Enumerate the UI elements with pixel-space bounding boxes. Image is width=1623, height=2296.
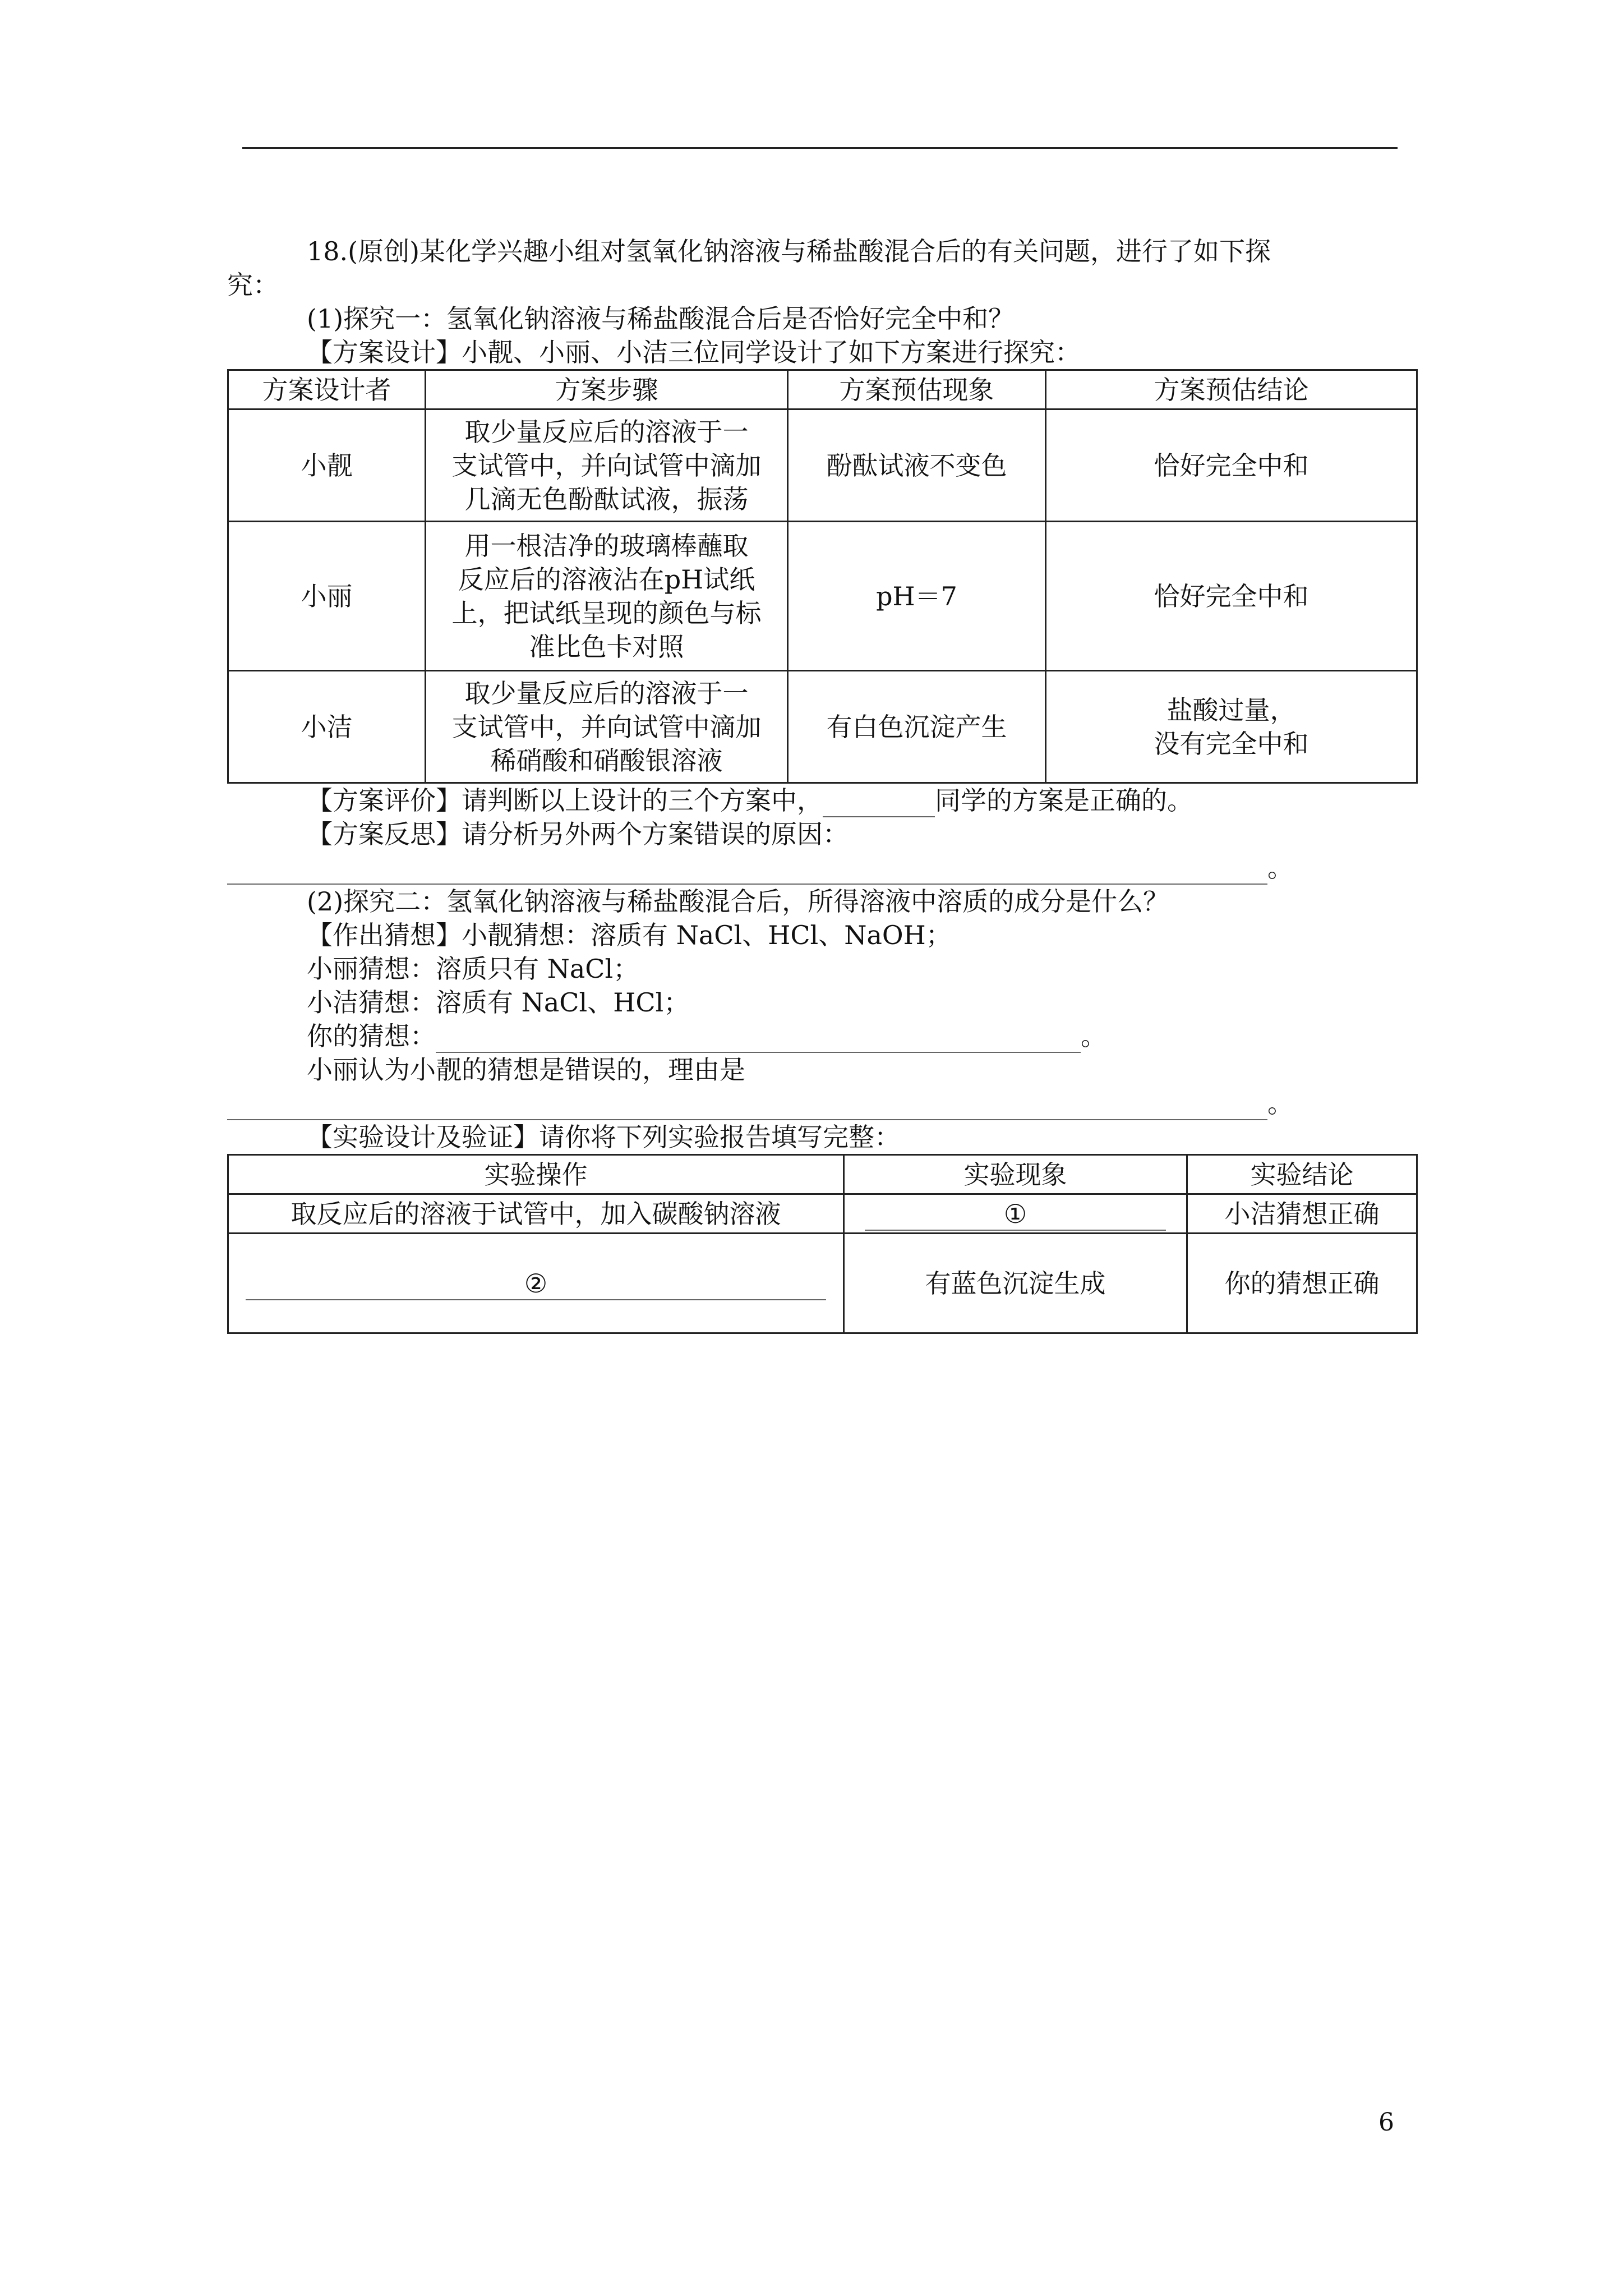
phenomenon-cell: 有白色沉淀产生 — [788, 671, 1046, 783]
conclusion-line: 没有完全中和 — [1154, 728, 1309, 759]
your-guess-blank[interactable] — [436, 1023, 1081, 1053]
conclusion-cell — [1046, 522, 1417, 671]
step-line: 支试管中，并向试管中滴加 — [451, 450, 762, 481]
operation-answer-cell — [228, 1234, 844, 1333]
conclusion-cell: 你的猜想正确 — [1187, 1234, 1417, 1333]
conclusion-line: 恰好完全中和 — [1154, 450, 1309, 481]
reason-answer-line — [227, 1087, 1416, 1120]
part1-title: (1)探究一：氢氧化钠溶液与稀盐酸混合后是否恰好完全中和？ — [307, 303, 1015, 334]
plan-row-xiaojie — [228, 671, 1417, 783]
step-line: 反应后的溶液沾在pH试纸 — [458, 564, 755, 595]
experiment-row-1 — [228, 1194, 1417, 1234]
step-line: 取少量反应后的溶液于一 — [464, 678, 749, 708]
your-guess-label: 你的猜想： — [307, 1021, 436, 1051]
header-rule — [242, 147, 1398, 149]
step-line: 取少量反应后的溶液于一 — [464, 416, 749, 447]
steps-cell — [426, 522, 788, 671]
reason-answer-blank[interactable] — [227, 1090, 1267, 1120]
page-number: 6 — [1378, 2108, 1394, 2137]
plan-table-header — [228, 370, 1417, 409]
your-guess-line — [227, 1019, 1416, 1053]
phenomenon-cell: 酚酞试液不变色 — [788, 409, 1046, 522]
operation-cell: 取反应后的溶液于试管中，加入碳酸钠溶液 — [228, 1194, 844, 1234]
step-line: 上，把试纸呈现的颜色与标 — [451, 597, 762, 628]
phenomenon-answer-cell — [844, 1194, 1187, 1234]
phenomenon-cell: pH＝7 — [788, 522, 1046, 671]
plan-table — [227, 369, 1418, 784]
phenomenon-blank-1[interactable]: ① — [865, 1198, 1166, 1231]
verify-intro: 【实验设计及验证】请你将下列实验报告填写完整： — [307, 1122, 900, 1152]
step-line: 稀硝酸和硝酸银溶液 — [490, 745, 723, 776]
header-steps: 方案步骤 — [426, 370, 788, 409]
guess-xiaoli: 小丽猜想：溶质只有 NaCl； — [307, 954, 639, 984]
evaluation-prefix: 【方案评价】请判断以上设计的三个方案中， — [307, 785, 823, 816]
conclusion-line: 盐酸过量， — [1166, 694, 1296, 725]
header-exp-conclusion: 实验结论 — [1187, 1155, 1417, 1194]
guess-xiaojing: 【作出猜想】小靓猜想：溶质有 NaCl、HCl、NaOH； — [307, 920, 952, 950]
part2-title: (2)探究二：氢氧化钠溶液与稀盐酸混合后，所得溶液中溶质的成分是什么？ — [307, 886, 1169, 917]
reflection-answer-line — [227, 851, 1416, 885]
experiment-row-2 — [228, 1234, 1417, 1333]
reflection-line: 【方案反思】请分析另外两个方案错误的原因： — [307, 819, 849, 849]
conclusion-cell — [1046, 409, 1417, 522]
experiment-table-header — [228, 1155, 1417, 1194]
step-line: 用一根洁净的玻璃棒蘸取 — [464, 530, 749, 561]
header-operation: 实验操作 — [228, 1155, 844, 1194]
question-18 — [227, 234, 1416, 1334]
evaluation-suffix: 同学的方案是正确的。 — [935, 785, 1193, 816]
plan-row-xiaojing — [228, 409, 1417, 522]
reason-line: 小丽认为小靓的猜想是错误的，理由是 — [307, 1055, 745, 1085]
header-exp-phenomenon: 实验现象 — [844, 1155, 1187, 1194]
step-line: 准比色卡对照 — [529, 631, 684, 662]
header-conclusion: 方案预估结论 — [1046, 370, 1417, 409]
guess-xiaojie: 小洁猜想：溶质有 NaCl、HCl； — [307, 987, 690, 1018]
evaluation-line — [227, 784, 1416, 817]
phenomenon-cell: 有蓝色沉淀生成 — [844, 1234, 1187, 1333]
reason-end: 。 — [1267, 1088, 1293, 1119]
designer-cell: 小洁 — [228, 671, 426, 783]
header-phenomenon: 方案预估现象 — [788, 370, 1046, 409]
conclusion-cell — [1046, 671, 1417, 783]
design-intro: 【方案设计】小靓、小丽、小洁三位同学设计了如下方案进行探究： — [307, 337, 1081, 367]
conclusion-cell: 小洁猜想正确 — [1187, 1194, 1417, 1234]
steps-cell — [426, 671, 788, 783]
your-guess-end: 。 — [1081, 1021, 1106, 1051]
step-line: 支试管中，并向试管中滴加 — [451, 711, 762, 742]
step-line: 几滴无色酚酞试液，振荡 — [464, 484, 749, 514]
designer-cell: 小靓 — [228, 409, 426, 522]
reflection-end: 。 — [1267, 853, 1293, 883]
operation-blank-2[interactable]: ② — [246, 1268, 826, 1300]
header-designer: 方案设计者 — [228, 370, 426, 409]
conclusion-line: 恰好完全中和 — [1154, 581, 1309, 611]
reflection-answer-blank[interactable] — [227, 854, 1267, 885]
designer-cell: 小丽 — [228, 522, 426, 671]
question-intro-line2: 究： — [227, 270, 279, 300]
steps-cell — [426, 409, 788, 522]
plan-row-xiaoli — [228, 522, 1417, 671]
question-intro-line1: 18.(原创)某化学兴趣小组对氢氧化钠溶液与稀盐酸混合后的有关问题，进行了如下探 — [307, 236, 1271, 266]
evaluation-answer-blank[interactable] — [823, 787, 935, 817]
experiment-table — [227, 1154, 1418, 1334]
